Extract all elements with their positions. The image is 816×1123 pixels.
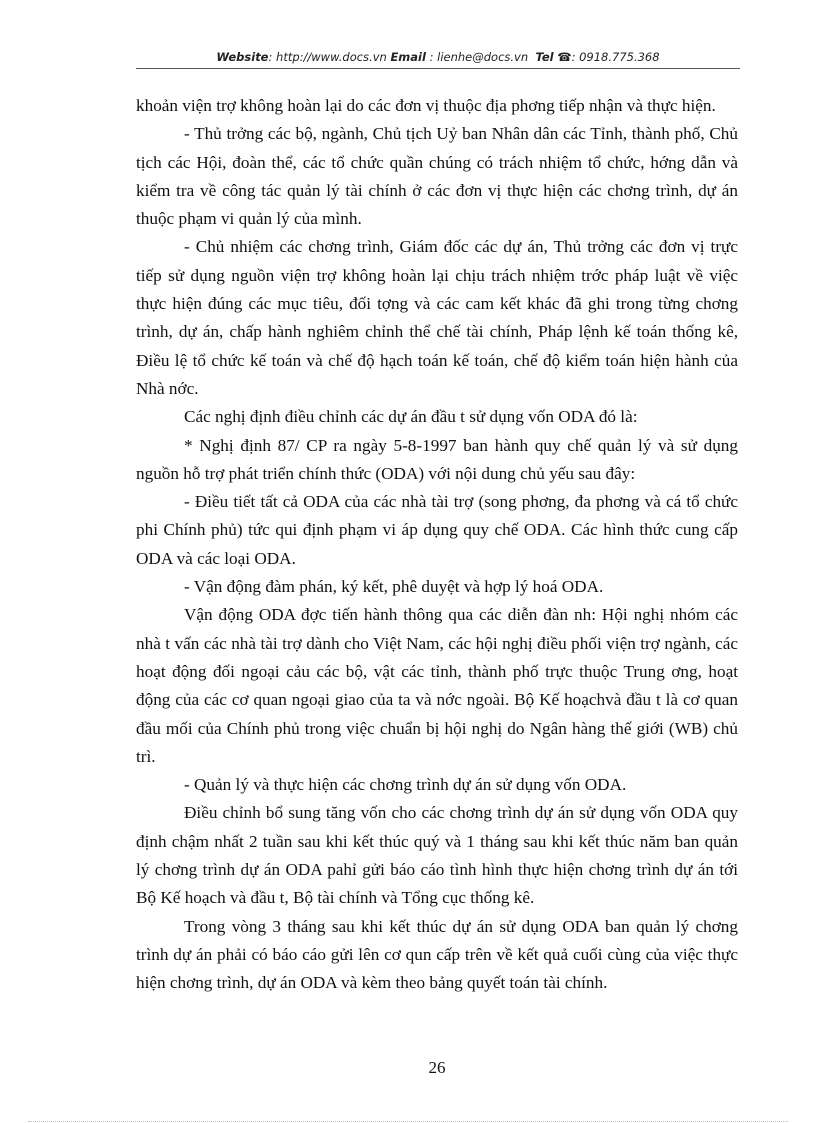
paragraph: - Quản lý và thực hiện các chơng trình dự án sử dụng vốn ODA.: [184, 775, 627, 795]
header-email-address: : lienhe@docs.vn: [429, 50, 529, 64]
paragraph: - Chủ nhiệm các chơng trình, Giám đốc các dự án, Thủ trởng các đơn vị trực tiếp sử dụng nguồn viện trợ không hoàn lại chịu trách nhiệm trớc pháp luật về việc thực hiện đúng các mục tiêu, đối tợng và các cam kết khác đã ghi trong từng chơng trình, dự án, chấp hành nghiêm chỉnh thể chế tài chính, Pháp lệnh kế toán thống kê, Điều lệ tổ chức kế toán và chế độ hạch toán kế toán, chế độ kiểm toán hiện hành của Nhà nớc.: [136, 237, 738, 398]
paragraph: * Nghị định 87/ CP ra ngày 5-8-1997 ban hành quy chế quản lý và sử dụng nguồn hỗ trợ phát triển chính thức (ODA) với nội dung chủ yếu sau đây:: [136, 435, 738, 483]
header-email-label: Email: [390, 50, 426, 64]
header-website-url: : http://www.docs.vn: [268, 50, 387, 64]
document-body: [136, 92, 738, 998]
paragraph: Các nghị định điều chỉnh các dự án đầu t sử dụng vốn ODA đó là:: [184, 407, 638, 427]
phone-icon: ☎: [557, 50, 572, 64]
paragraph: Trong vòng 3 tháng sau khi kết thúc dự án sử dụng ODA ban quản lý chơng trình dự án phải có báo cáo gửi lên cơ qun cấp trên về kết quả cuối cùng của việc thực hiện chơng trình, dự án ODA và kèm theo bảng quyết toán tài chính.: [136, 916, 738, 993]
paragraph: - Vận động đàm phán, ký kết, phê duyệt và hợp lý hoá ODA.: [184, 577, 604, 597]
header-rule: [136, 68, 740, 69]
paragraph: khoản viện trợ không hoàn lại do các đơn vị thuộc địa phơng tiếp nhận và thực hiện.: [136, 96, 716, 115]
paragraph: Điều chỉnh bổ sung tăng vốn cho các chơng trình dự án sử dụng vốn ODA quy định chậm nhất 2 tuần sau khi kết thúc quý và 1 tháng sau khi kết thúc năm ban quản lý chơng trình dự án ODA pahỉ gửi báo cáo tình hình thực hiện chơng trình dự án tới Bộ Kế hoạch và đầu t, Bộ tài chính và Tổng cục thống kê.: [136, 803, 738, 908]
bottom-rule: [28, 1121, 788, 1122]
header-tel-label: Tel: [535, 50, 554, 64]
paragraph: - Điều tiết tất cả ODA của các nhà tài trợ (song phơng, đa phơng và cá tổ chức phi Chính phủ) tức qui định phạm vi áp dụng quy chế ODA. Các hình thức cung cấp ODA và các loại ODA.: [136, 492, 738, 568]
paragraph: - Thủ trởng các bộ, ngành, Chủ tịch Uỷ ban Nhân dân các Tỉnh, thành phố, Chủ tịch các Hội, đoàn thể, các tổ chức quần chúng có trách nhiệm tổ chức, hớng dẫn và kiểm tra về công tác quản lý tài chính ở các đơn vị thực hiện các chơng trình, dự án thuộc phạm vi quản lý của mình.: [136, 124, 738, 229]
page-header: [136, 50, 740, 64]
header-tel-number: : 0918.775.368: [571, 50, 660, 64]
paragraph: Vận động ODA đợc tiến hành thông qua các diễn đàn nh: Hội nghị nhóm các nhà t vấn các nhà tài trợ dành cho Việt Nam, các hội nghị điều phối viện trợ ngành, các hoạt động đối ngoại cảu các bộ, vật các tỉnh, thành phố trực thuộc Trung ơng, hoạt động của các cơ quan ngoại giao của ta và nớc ngoài. Bộ Kế hoạchvà đầu t là cơ quan đầu mối của Chính phủ trong việc chuẩn bị hội nghị do Ngân hàng thế giới (WB) chủ trì.: [136, 605, 738, 766]
header-website-label: Website: [216, 50, 269, 64]
page-number: 26: [428, 1058, 446, 1077]
